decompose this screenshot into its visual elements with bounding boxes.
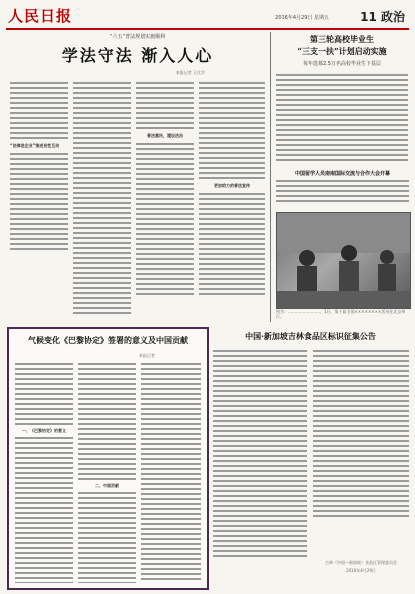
news-photo: [276, 212, 411, 309]
notice-column-2: [313, 350, 409, 520]
climate-subhead-2: 二、中国贡献: [95, 483, 119, 488]
lead-column-4: [199, 82, 265, 322]
right-top-title-line2: “三支一扶”计划启动实施: [297, 46, 387, 56]
notice-title: 中国·新加坡吉林食品区标识征集公告: [245, 331, 376, 341]
lead-subhead-3: 更加给力的普法宣传: [214, 183, 250, 188]
climate-byline: 本报记者: [139, 353, 155, 358]
notice-headline: [212, 331, 409, 342]
right-mid-title: 中国留学人员南南国际交流与合作大会开幕: [294, 171, 390, 177]
newspaper-logo: 人民日报: [8, 7, 73, 25]
notice-column-1: [213, 350, 307, 560]
right-top-subtitle: 每年选募2.5万名高校毕业生下基层: [303, 61, 381, 67]
column-divider: [270, 32, 271, 322]
lead-kicker: “六五”普法规划实施顺利: [109, 34, 166, 40]
notice-footer: [313, 560, 409, 574]
notice-footer-org: 吉林（中国—新加坡）食品区管理委员会: [325, 560, 397, 565]
lead-subhead-1: “法律进企业”推进良性互动: [10, 143, 60, 148]
lead-column-1: [10, 82, 68, 322]
climate-column-3: [141, 363, 201, 583]
page-number-section: [360, 8, 405, 25]
masthead: [6, 4, 409, 30]
right-mid-body: [276, 180, 409, 208]
section-name: 政治: [380, 10, 405, 24]
right-top-headline: [275, 34, 409, 67]
climate-column-1: [15, 363, 73, 583]
right-top-title-line1: 第三轮高校毕业生: [310, 34, 374, 44]
lead-byline: 本报记者 王比学: [175, 70, 205, 75]
dateline: 2016年4月29日 星期五: [275, 15, 329, 21]
lead-column-3: [136, 82, 194, 322]
climate-column-2: [78, 363, 136, 583]
lead-headline: [10, 33, 265, 76]
lead-subhead-2: 普法惠民，建设法治: [147, 133, 183, 138]
climate-subhead-1: 一、《巴黎协定》的意义: [22, 428, 66, 433]
climate-title: 气候变化《巴黎协定》签署的意义及中国贡献: [28, 335, 188, 345]
lead-title: 学法守法 渐入人心: [61, 46, 214, 65]
notice-footer-date: 2016年4月29日: [346, 568, 376, 573]
photo-caption: 图为：……………………，1日，第十届全国××××××××活动在北京举行。: [276, 309, 406, 319]
lead-column-2: [73, 82, 131, 322]
photo-scene: [277, 213, 410, 308]
right-top-body: [276, 74, 408, 166]
climate-article-box: [7, 327, 209, 590]
right-mid-headline: [276, 170, 409, 177]
page-number: 11: [360, 10, 377, 24]
